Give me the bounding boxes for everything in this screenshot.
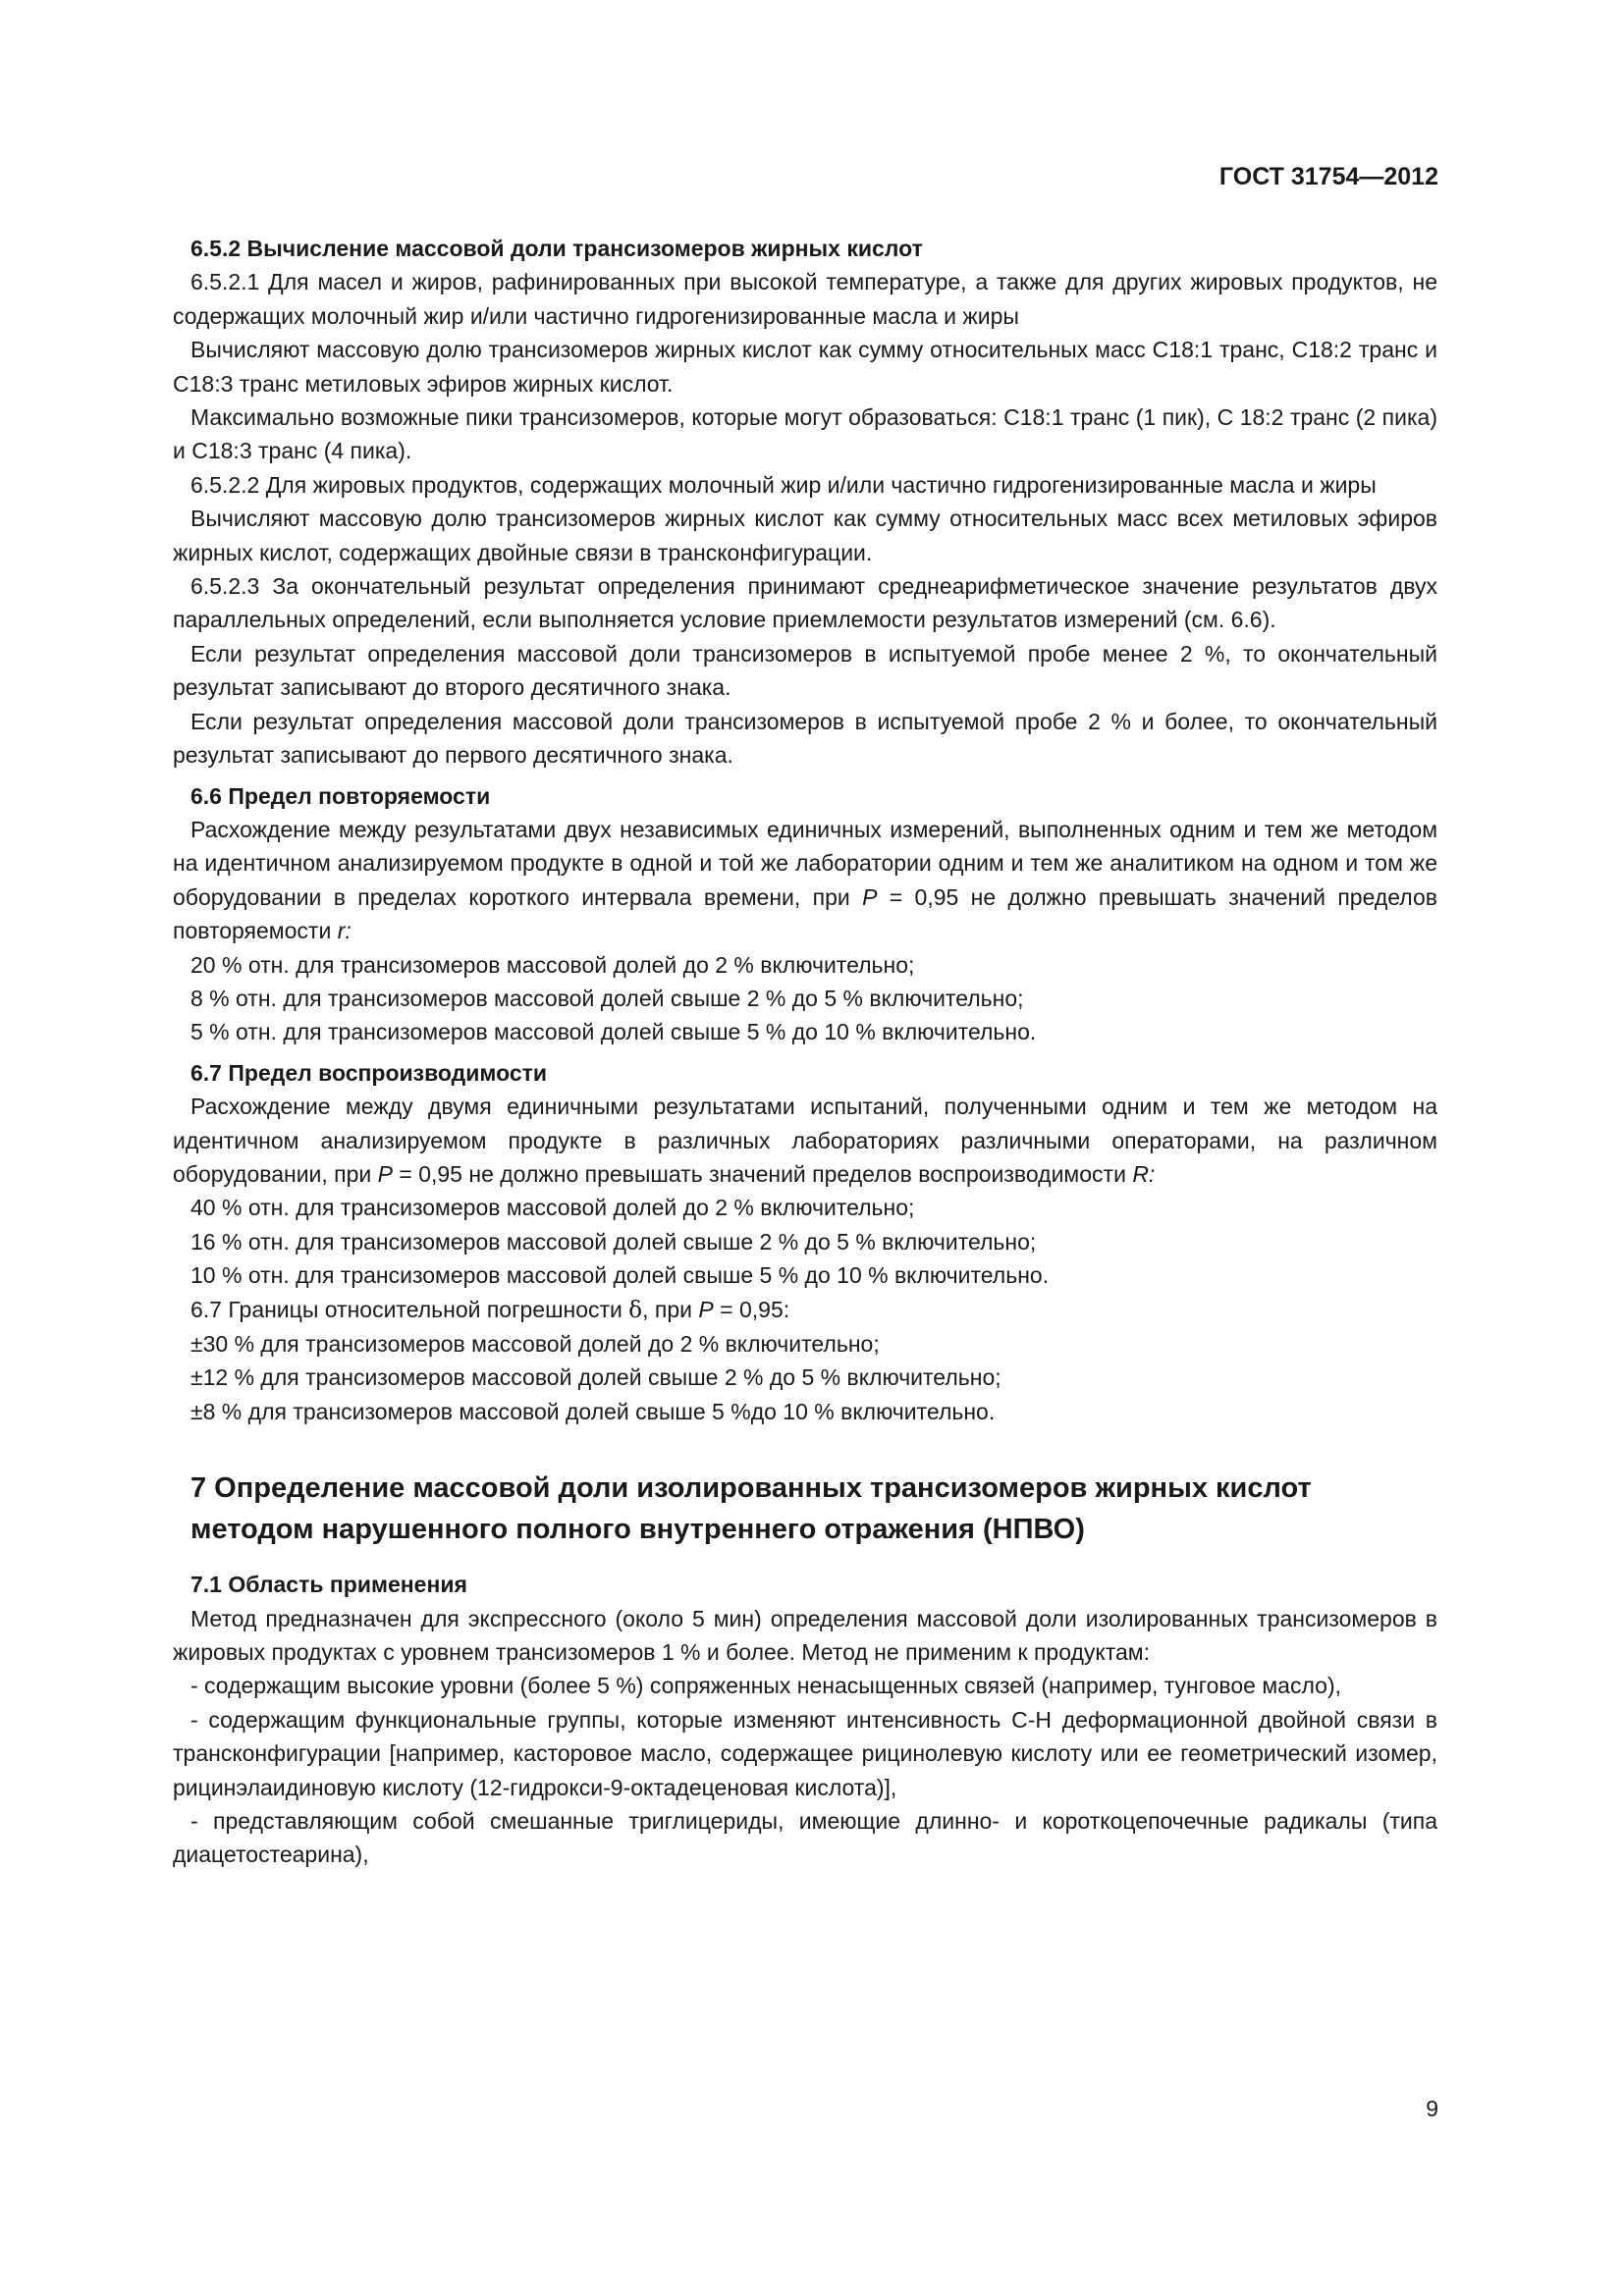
page-number: 9 [1426,2096,1438,2121]
section-7-heading: 7 Определение массовой доли изолированных трансизомеров жирных кислот методом нарушенного полного внутреннего отражения (НПВО) [190,1472,1312,1546]
list-item: - содержащим высокие уровни (более 5 %) сопряженных ненасыщенных связей (например, тунговое масло), [190,1673,1341,1699]
section-7-1-heading: 7.1 Область применения [190,1572,467,1598]
text: = 0,95 не должно превышать значений пределов воспроизводимости [393,1160,1133,1187]
variable: R: [1132,1160,1156,1187]
section-6-7-heading: 6.7 Предел воспроизводимости [190,1059,548,1086]
text: Расхождение между двумя единичными результатами испытаний, полученными одним и тем же методом на идентичном анализируемом продукте в различных лабораториях различными операторами, на различном оборудовании, при [173,1094,1437,1187]
variable: P [698,1296,714,1322]
paragraph [173,813,1437,948]
text: = 0,95 не должно превышать значений пределов повторяемости [173,883,1437,944]
list-item: 5 % отн. для трансизомеров массовой долей свыше 5 % до 10 % включительно. [190,1019,1037,1045]
paragraph: Метод предназначен для экспрессного (около 5 мин) определения массовой доли изолированных трансизомеров в жировых продуктах с уровнем трансизомеров 1 % и более. Метод не применим к продуктам: [173,1605,1437,1666]
text: Расхождение между результатами двух независимых единичных измерений, выполненных одним и тем же методом на идентичном анализируемом продукте в одной и той же лаборатории одним и тем же аналитиком на одном и том же оборудовании в пределах короткого интервала времени, при [173,816,1437,910]
variable: r: [337,918,352,944]
text: , при [642,1296,699,1322]
list-item: 8 % отн. для трансизомеров массовой долей свыше 2 % до 5 % включительно; [190,985,1024,1011]
variable: P [377,1160,393,1187]
paragraph: 6.5.2.2 Для жировых продуктов, содержащих молочный жир и/или частично гидрогенизированные масла и жиры [190,471,1377,498]
list-item: - содержащим функциональные группы, которые изменяют интенсивность С-Н деформационной двойной связи в трансконфигурации [например, касторовое масло, содержащее рицинолевую кислоту или ее геометрический изомер, рицинэлаидиновую кислоту (12-гидрокси-9-октадеценовая кислота)], [173,1706,1437,1800]
text: 6.7 Границы относительной погрешности [190,1296,629,1322]
section-6-5-2-heading: 6.5.2 Вычисление массовой доли трансизомеров жирных кислот [190,236,923,261]
document-header: ГОСТ 31754—2012 [1218,163,1438,190]
list-item: 40 % отн. для трансизомеров массовой долей до 2 % включительно; [190,1195,915,1221]
paragraph: Максимально возможные пики трансизомеров, которые могут образоваться: С18:1 транс (1 пик), С 18:2 транс (2 пика) и С18:3 транс (4 пика). [173,404,1437,464]
list-item: ±8 % для трансизомеров массовой долей свыше 5 %до 10 % включительно. [190,1398,996,1424]
list-item: 16 % отн. для трансизомеров массовой долей свыше 2 % до 5 % включительно; [190,1228,1037,1255]
list-item: ±12 % для трансизомеров массовой долей свыше 2 % до 5 % включительно; [190,1364,1001,1391]
text: = 0,95: [713,1296,790,1322]
paragraph: Вычисляют массовую долю трансизомеров жирных кислот как сумму относительных масс С18:1 транс, С18:2 транс и С18:3 транс метиловых эфиров жирных кислот. [173,337,1437,397]
section-6-6-heading: 6.6 Предел повторяемости [190,782,491,809]
paragraph: Если результат определения массовой доли трансизомеров в испытуемой пробе 2 % и более, то окончательный результат записывают до первого десятичного знака. [173,708,1437,769]
paragraph: 6.5.2.3 За окончательный результат определения принимают среднеарифметическое значение результатов двух параллельных определений, если выполняется условие приемлемости результатов измерений (см. 6.6). [173,573,1437,633]
variable: P [862,883,878,910]
paragraph: Если результат определения массовой доли трансизомеров в испытуемой пробе менее 2 %, то окончательный результат записывают до второго десятичного знака. [173,640,1437,701]
paragraph [173,1090,1437,1191]
list-item: - представляющим собой смешанные триглицериды, имеющие длинно- и короткоцепочечные радикалы (типа диацетостеарина), [173,1808,1437,1868]
paragraph: Вычисляют массовую долю трансизомеров жирных кислот как сумму относительных масс всех метиловых эфиров жирных кислот, содержащих двойные связи в трансконфигурации. [173,506,1437,565]
page-content [173,232,1437,1872]
delta-symbol: δ [628,1297,643,1323]
paragraph: 6.5.2.1 Для масел и жиров, рафинированных при высокой температуре, а также для других жировых продуктов, не содержащих молочный жир и/или частично гидрогенизированные масла и жиры [173,269,1437,329]
list-item: 10 % отн. для трансизомеров массовой долей свыше 5 % до 10 % включительно. [190,1262,1050,1289]
list-item: 20 % отн. для трансизомеров массовой долей до 2 % включительно; [190,951,915,978]
list-item: ±30 % для трансизомеров массовой долей до 2 % включительно; [190,1331,880,1357]
paragraph [173,1293,1437,1327]
